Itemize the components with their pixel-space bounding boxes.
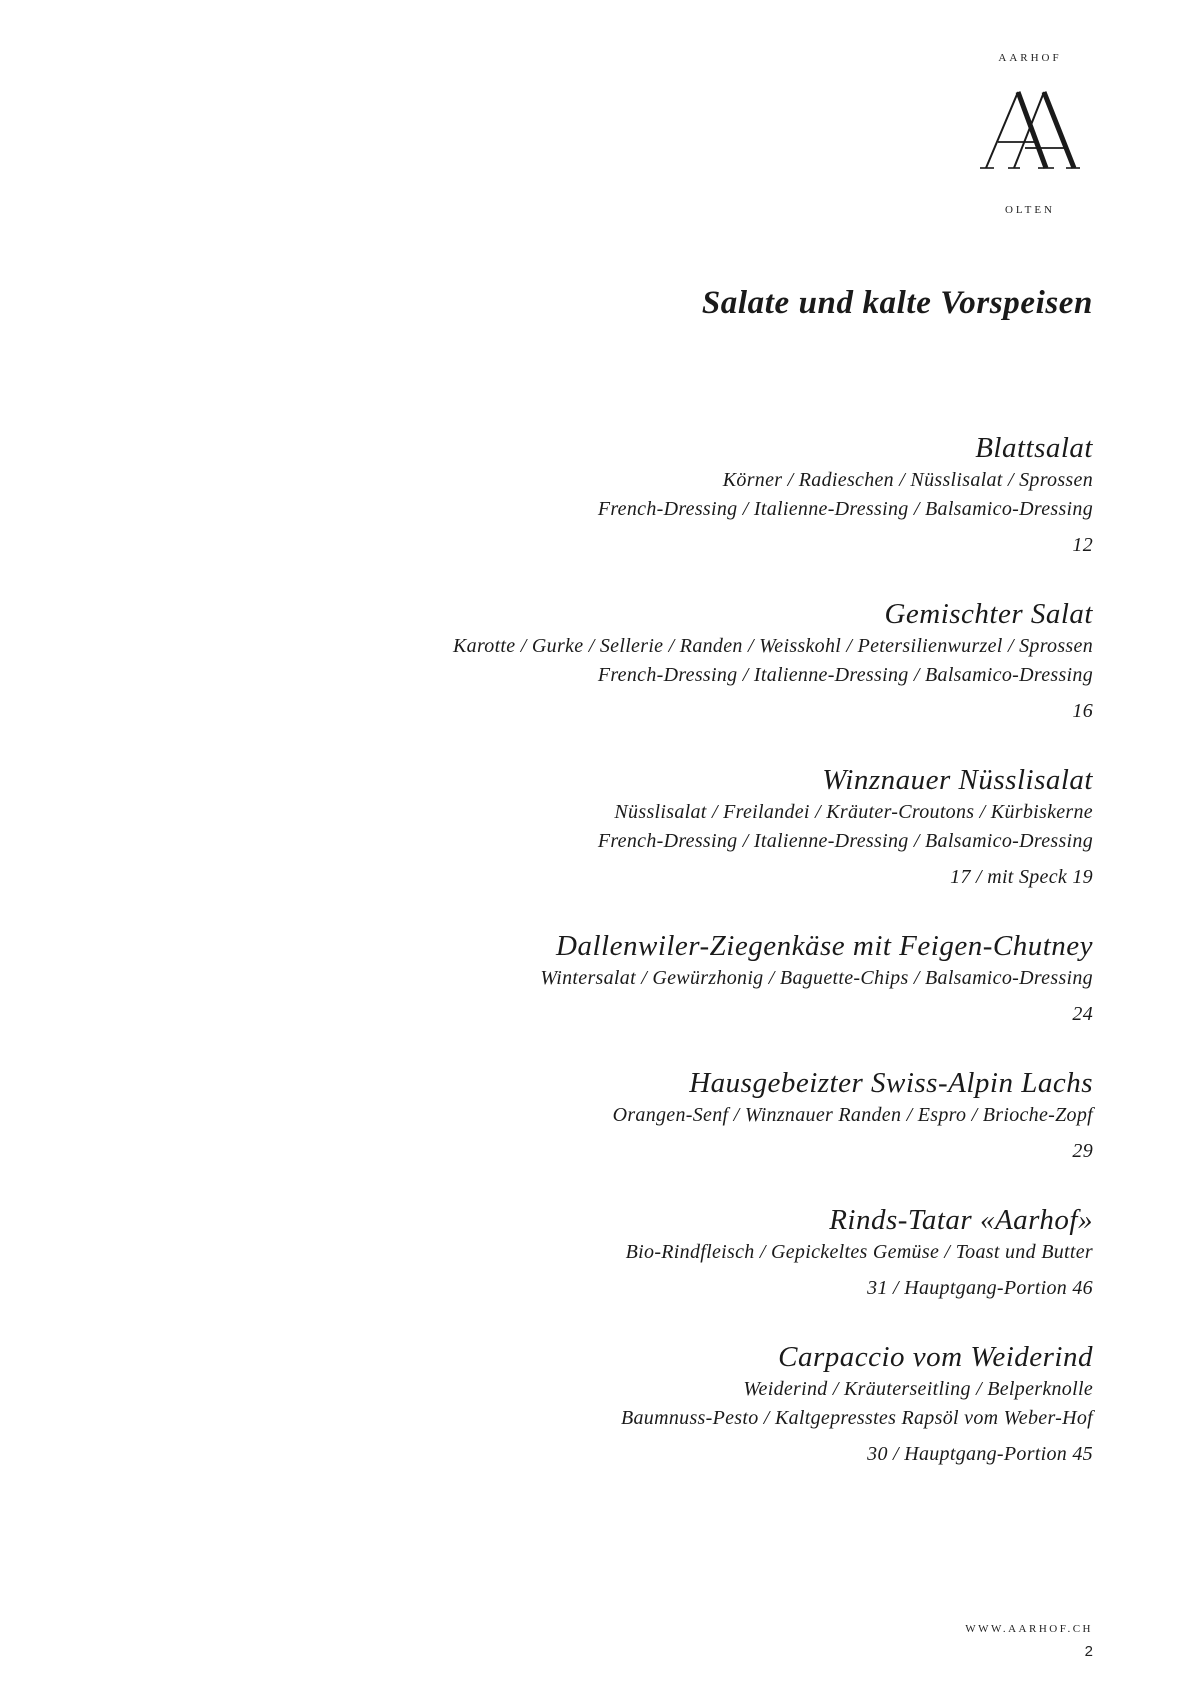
menu-item-description: Karotte / Gurke / Sellerie / Randen / Weisskohl / Petersilienwurzel / Sprossen	[453, 635, 1093, 657]
menu-item-description: Orangen-Senf / Winznauer Randen / Espro / Brioche-Zopf	[612, 1104, 1093, 1126]
website-url: WWW.AARHOF.CH	[965, 1623, 1093, 1635]
menu-item	[193, 1202, 1093, 1303]
aarhof-logo-icon	[980, 90, 1080, 170]
menu-item-price: 12	[1072, 534, 1093, 556]
menu-item-name: Dallenwiler-Ziegenkäse mit Feigen-Chutney	[556, 930, 1093, 962]
brand-location: OLTEN	[1004, 204, 1056, 216]
menu-item-price: 24	[1072, 1003, 1093, 1025]
menu-item-name: Carpaccio vom Weiderind	[778, 1341, 1093, 1373]
menu-item-price: 30 / Hauptgang-Portion 45	[867, 1443, 1093, 1465]
menu-item-price: 17 / mit Speck 19	[950, 866, 1093, 888]
menu-item-name: Blattsalat	[975, 432, 1093, 464]
menu-item-description: French-Dressing / Italienne-Dressing / Balsamico-Dressing	[597, 830, 1093, 852]
menu-item-price: 29	[1072, 1140, 1093, 1162]
menu-item-price: 31 / Hauptgang-Portion 46	[867, 1277, 1093, 1299]
menu-item-name: Winznauer Nüsslisalat	[822, 764, 1093, 796]
brand-name: AARHOF	[998, 52, 1062, 64]
brand-block	[980, 52, 1080, 216]
menu-item-name: Rinds-Tatar «Aarhof»	[829, 1204, 1093, 1236]
menu-item-description: Bio-Rindfleisch / Gepickeltes Gemüse / Toast und Butter	[625, 1241, 1093, 1263]
menu-item-name: Gemischter Salat	[884, 598, 1093, 630]
menu-list	[193, 430, 1093, 1505]
menu-item	[193, 762, 1093, 892]
menu-item	[193, 928, 1093, 1029]
menu-item-description: Baumnuss-Pesto / Kaltgepresstes Rapsöl vom Weber-Hof	[620, 1407, 1093, 1429]
menu-item-description: Nüsslisalat / Freilandei / Kräuter-Croutons / Kürbiskerne	[614, 801, 1093, 823]
section-title: Salate und kalte Vorspeisen	[701, 285, 1093, 321]
menu-item-description: Körner / Radieschen / Nüsslisalat / Sprossen	[722, 469, 1093, 491]
menu-item-price: 16	[1072, 700, 1093, 722]
menu-item	[193, 596, 1093, 726]
page-number: 2	[1084, 1643, 1093, 1660]
menu-item	[193, 430, 1093, 560]
menu-item-description: Weiderind / Kräuterseitling / Belperknolle	[743, 1378, 1093, 1400]
menu-item	[193, 1065, 1093, 1166]
menu-item-description: Wintersalat / Gewürzhonig / Baguette-Chips / Balsamico-Dressing	[540, 967, 1093, 989]
menu-item	[193, 1339, 1093, 1469]
menu-item-name: Hausgebeizter Swiss-Alpin Lachs	[689, 1067, 1093, 1099]
menu-item-description: French-Dressing / Italienne-Dressing / Balsamico-Dressing	[597, 664, 1093, 686]
menu-item-description: French-Dressing / Italienne-Dressing / Balsamico-Dressing	[597, 498, 1093, 520]
